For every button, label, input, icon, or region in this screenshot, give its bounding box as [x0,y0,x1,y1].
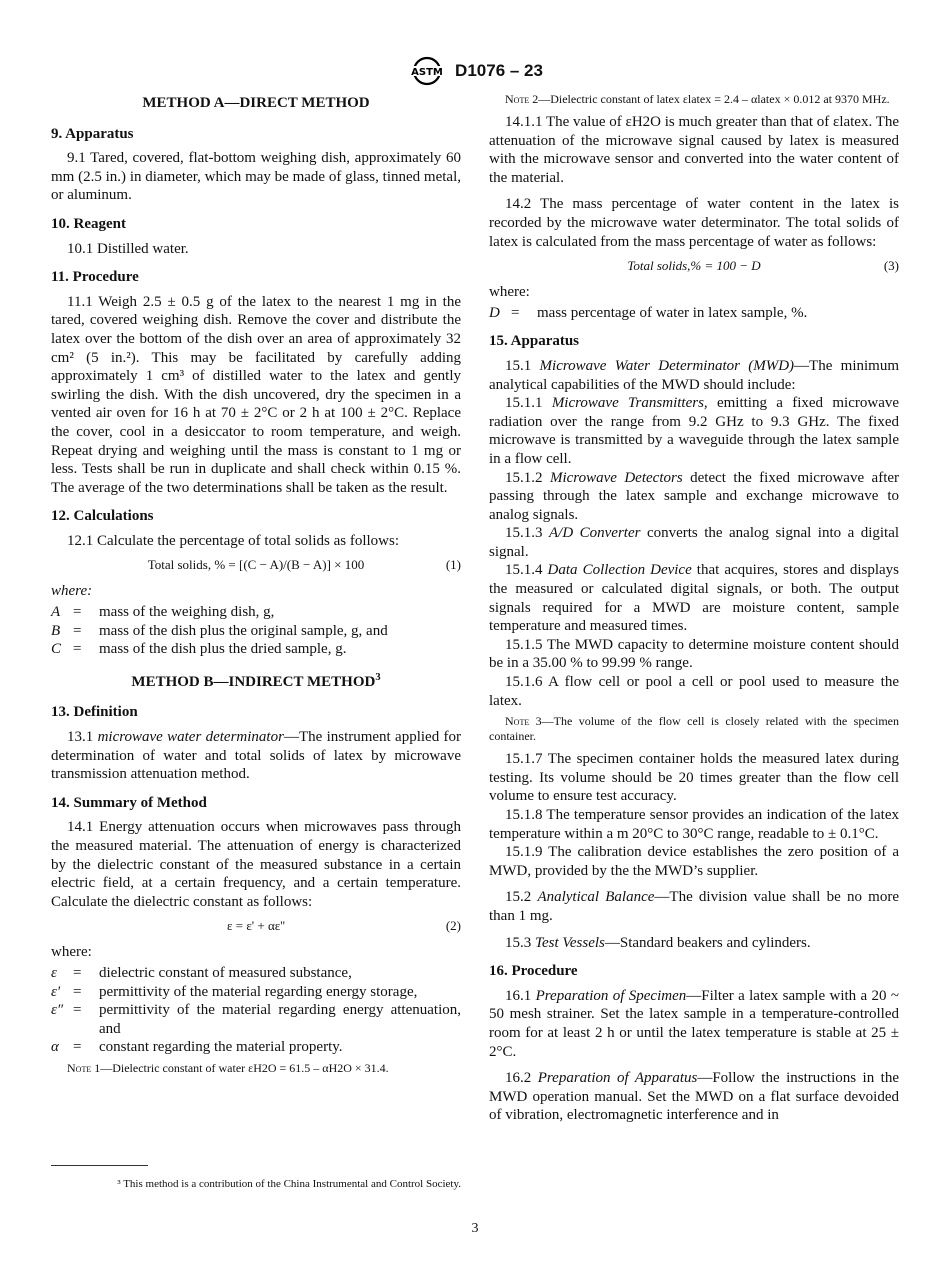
where-label-1: where: [51,583,93,600]
para-15-1 [489,357,899,394]
def-equals: = [511,304,520,321]
para-text: detect the fixed microwave after passing through the latex sample and exchange microwave to analog signals. [489,469,900,523]
para-11-1: 11.1 Weigh 2.5 ± 0.5 g of the latex to the nearest 1 mg in the tared, covered weighing dish. Remove the cover and distribute the latex over the bottom of the dish over an area of approximately 32 cm² (5 in.²). This may be facilitated by carefully adding approximately 1 cm³ of distilled water to the latex and gently swirling the dish. With the dish uncovered, dry the specimen in a vented air oven for 16 h at 70 ± 2°C or 2 h at 100 ± 2°C. Replace the cover, cool in a desiccator to room temperature, and weigh. Repeat drying and weighing until the mass is constant to 1 mg or less. Tests shall be run in duplicate and shall check within 0.15 %. The average of the two determinations shall be taken as the result. [51,293,461,496]
para-number: 13.1 [67,729,94,746]
def-text: permittivity of the material regarding energy storage, [99,983,418,1000]
equation-2 [51,917,461,937]
note-text: —Dielectric constant of water εH2O = 61.5 – αH2O × 31.4. [100,1060,389,1075]
para-15-1-1 [489,394,899,468]
para-text: —The minimum analytical capabilities of the MWD should include: [489,357,899,393]
para-15-2 [489,888,899,925]
para-text: that acquires, stores and displays the measured or calculated digital signals, or both. The output signals required for a MWD are moisture content, sample temperature and measured times. [489,562,899,635]
note-label: Note 1 [67,1060,101,1075]
para-9-1: 9.1 Tared, covered, flat-bottom weighing dish, approximately 60 mm (2.5 in.) in diameter, which may be made of glass, tinned metal, or aluminum. [51,150,461,204]
note-text: —The volume of the flow cell is closely related with the specimen container. [489,714,899,744]
def-equals: = [73,641,82,658]
section-15-title: 15. Apparatus [489,333,580,350]
para-number: 16.1 [505,987,532,1004]
def-row [51,622,461,641]
para-15-3 [489,934,899,953]
para-text: —Standard beakers and cylinders. [604,934,811,951]
section-10-title: 10. Reagent [51,215,126,232]
para-15-1-9: 15.1.9 The calibration device establishes the zero position of a MWD, provided by the the MWD’s supplier. [489,844,899,879]
para-13-1 [51,728,461,784]
para-14-1-1: 14.1.1 The value of εH2O is much greater than that of εlatex. The attenuation of the microwave signal caused by latex is measured with the microwave sensor and converted into the water content of the material. [489,114,900,186]
section-16-title: 16. Procedure [489,963,578,980]
astm-logo-icon [407,56,447,86]
method-b-heading [51,669,461,692]
def-text: mass of the weighing dish, g, [99,604,275,621]
note-1 [51,1061,461,1076]
equation-3-number: (3) [883,258,899,274]
def-row [51,640,461,659]
document-code: D1076 – 23 [455,61,543,80]
equation-2-number: (2) [445,918,461,934]
def-text: permittivity of the material regarding energy attenuation, and [99,1002,461,1037]
where-label-2: where: [51,944,92,961]
note-2 [489,92,899,107]
note-text: —Dielectric constant of latex εlatex = 2.4 – αlatex × 0.012 at 9370 MHz. [538,92,890,106]
equation-1-number: (1) [445,557,461,573]
para-text: —Filter a latex sample with a 20 ~ 50 mesh strainer. Set the latex sample in a temperature-controlled room for at least 2 h or until the latex temperature is stable at 25 ± 2°C. [489,987,899,1060]
left-column [51,92,461,1082]
para-number: 15.3 [505,934,532,951]
method-a-heading: METHOD A—DIRECT METHOD [142,95,370,111]
def-symbol: ε [51,964,57,981]
method-b-text: METHOD B—INDIRECT METHOD [131,673,376,690]
def-equals: = [73,964,82,981]
para-term: Microwave Water Determinator (MWD) [539,357,795,374]
para-15-1-3 [489,524,899,561]
def-symbol: ε′ [51,983,61,1000]
para-number: 15.1.3 [505,525,543,542]
def-symbol: ε″ [51,1002,64,1019]
def-text: mass of the dish plus the original sample, g, and [99,622,388,639]
note-label: Note 2 [505,92,539,106]
def-row [51,983,461,1002]
def-equals: = [73,1002,82,1019]
section-13-title: 13. Definition [51,704,138,721]
def-equals: = [73,622,82,639]
equation-1 [51,556,461,576]
def-equals: = [73,604,82,621]
para-15-1-5: 15.1.5 The MWD capacity to determine moisture content should be in a 35.00 % to 99.99 % range. [489,636,899,672]
para-term: Preparation of Specimen [535,987,687,1004]
def-equals: = [73,983,82,1000]
section-9-title: 9. Apparatus [51,125,134,142]
def-symbol: D [489,304,500,321]
def-row [489,304,899,323]
equation-1-expr: Total solids, % = [(C − A)/(B − A)] × 100 [147,557,365,573]
def-row [51,964,461,983]
para-term: Microwave Transmitters, [551,395,708,412]
para-number: 15.2 [505,889,532,906]
para-term: microwave water determinator [97,729,284,746]
equation-2-expr: ε = ε' + αε'' [227,918,285,934]
footnote-divider [51,1165,148,1166]
para-16-1 [489,987,899,1061]
equation-3 [489,257,899,277]
def-text: mass percentage of water in latex sample, %. [537,304,808,321]
para-15-1-7: 15.1.7 The specimen container holds the measured latex during testing. Its volume should be 20 times greater than the flow cell volume to ensure test accuracy. [489,751,899,805]
note-label: Note 3 [505,714,542,729]
para-number: 15.1.1 [505,395,543,412]
para-number: 16.2 [505,1070,532,1087]
para-term: Analytical Balance [537,889,655,906]
def-equals: = [73,1039,82,1056]
page-header [0,56,950,86]
para-16-2 [489,1069,899,1125]
note-3 [489,714,899,744]
para-14-2: 14.2 The mass percentage of water content in the latex is recorded by the microwave water determinator. The total solids of latex is calculated from the mass percentage of water as follows: [489,196,899,250]
where-label-3: where: [489,284,530,301]
footnote-3: ³ This method is a contribution of the China Instrumental and Control Society. [117,1178,461,1190]
para-term: Data Collection Device [547,562,692,579]
def-symbol: α [51,1039,59,1056]
def-text: mass of the dish plus the dried sample, g. [99,641,347,658]
def-symbol: B [51,622,61,639]
para-term: A/D Converter [548,525,641,542]
para-text: —Follow the instructions in the MWD operation manual. Set the MWD on a flat surface devoided of vibration, electromagnetic interference and in [489,1070,900,1124]
para-number: 15.1.2 [505,469,543,486]
para-15-1-8: 15.1.8 The temperature sensor provides an indication of the latex temperature within a m 20°C to 30°C range, readable to ± 0.1°C. [489,807,899,842]
section-11-title: 11. Procedure [51,269,139,286]
para-text: converts the analog signal into a digital signal. [489,525,900,560]
svg-text:ASTM: ASTM [411,67,443,78]
para-10-1: 10.1 Distilled water. [67,240,189,257]
def-row [51,603,461,622]
footnote-ref-3: 3 [375,671,381,683]
para-term: Preparation of Apparatus [537,1070,698,1087]
para-text: —The instrument applied for determination of water and total solids of latex by microwave transmission attenuation method. [51,729,461,783]
para-12-1: 12.1 Calculate the percentage of total solids as follows: [67,532,399,549]
para-text: emitting a fixed microwave radiation over the range from 9.2 GHz to 9.3 GHz. The fixed microwave is transmitted by a waveguide through the latex sample in a flow cell. [489,395,900,467]
para-term: Test Vessels [535,934,605,951]
right-column [489,92,899,1125]
def-symbol: A [51,604,61,621]
equation-3-expr: Total solids,% = 100 − D [627,258,761,274]
para-number: 15.1.4 [505,562,543,579]
para-14-1: 14.1 Energy attenuation occurs when microwaves pass through the measured material. The attenuation of energy is characterized by the dielectric constant of the measured substance in a certain electric field, at a certain frequency, and a certain temperature. Calculate the dielectric constant as follows: [51,819,461,910]
para-number: 15.1 [505,357,532,374]
def-row [51,1001,461,1038]
def-row [51,1038,461,1057]
def-symbol: C [51,641,62,658]
page-number: 3 [471,1221,479,1236]
def-text: dielectric constant of measured substance, [99,964,352,981]
para-15-1-6: 15.1.6 A flow cell or pool a cell or pool used to measure the latex. [489,674,899,709]
section-12-title: 12. Calculations [51,508,154,525]
para-15-1-2 [489,469,899,525]
def-text: constant regarding the material property. [99,1039,343,1056]
para-15-1-4 [489,561,899,635]
section-14-title: 14. Summary of Method [51,794,207,811]
para-text: —The division value shall be no more than 1 mg. [489,889,899,924]
para-term: Microwave Detectors [549,469,683,486]
